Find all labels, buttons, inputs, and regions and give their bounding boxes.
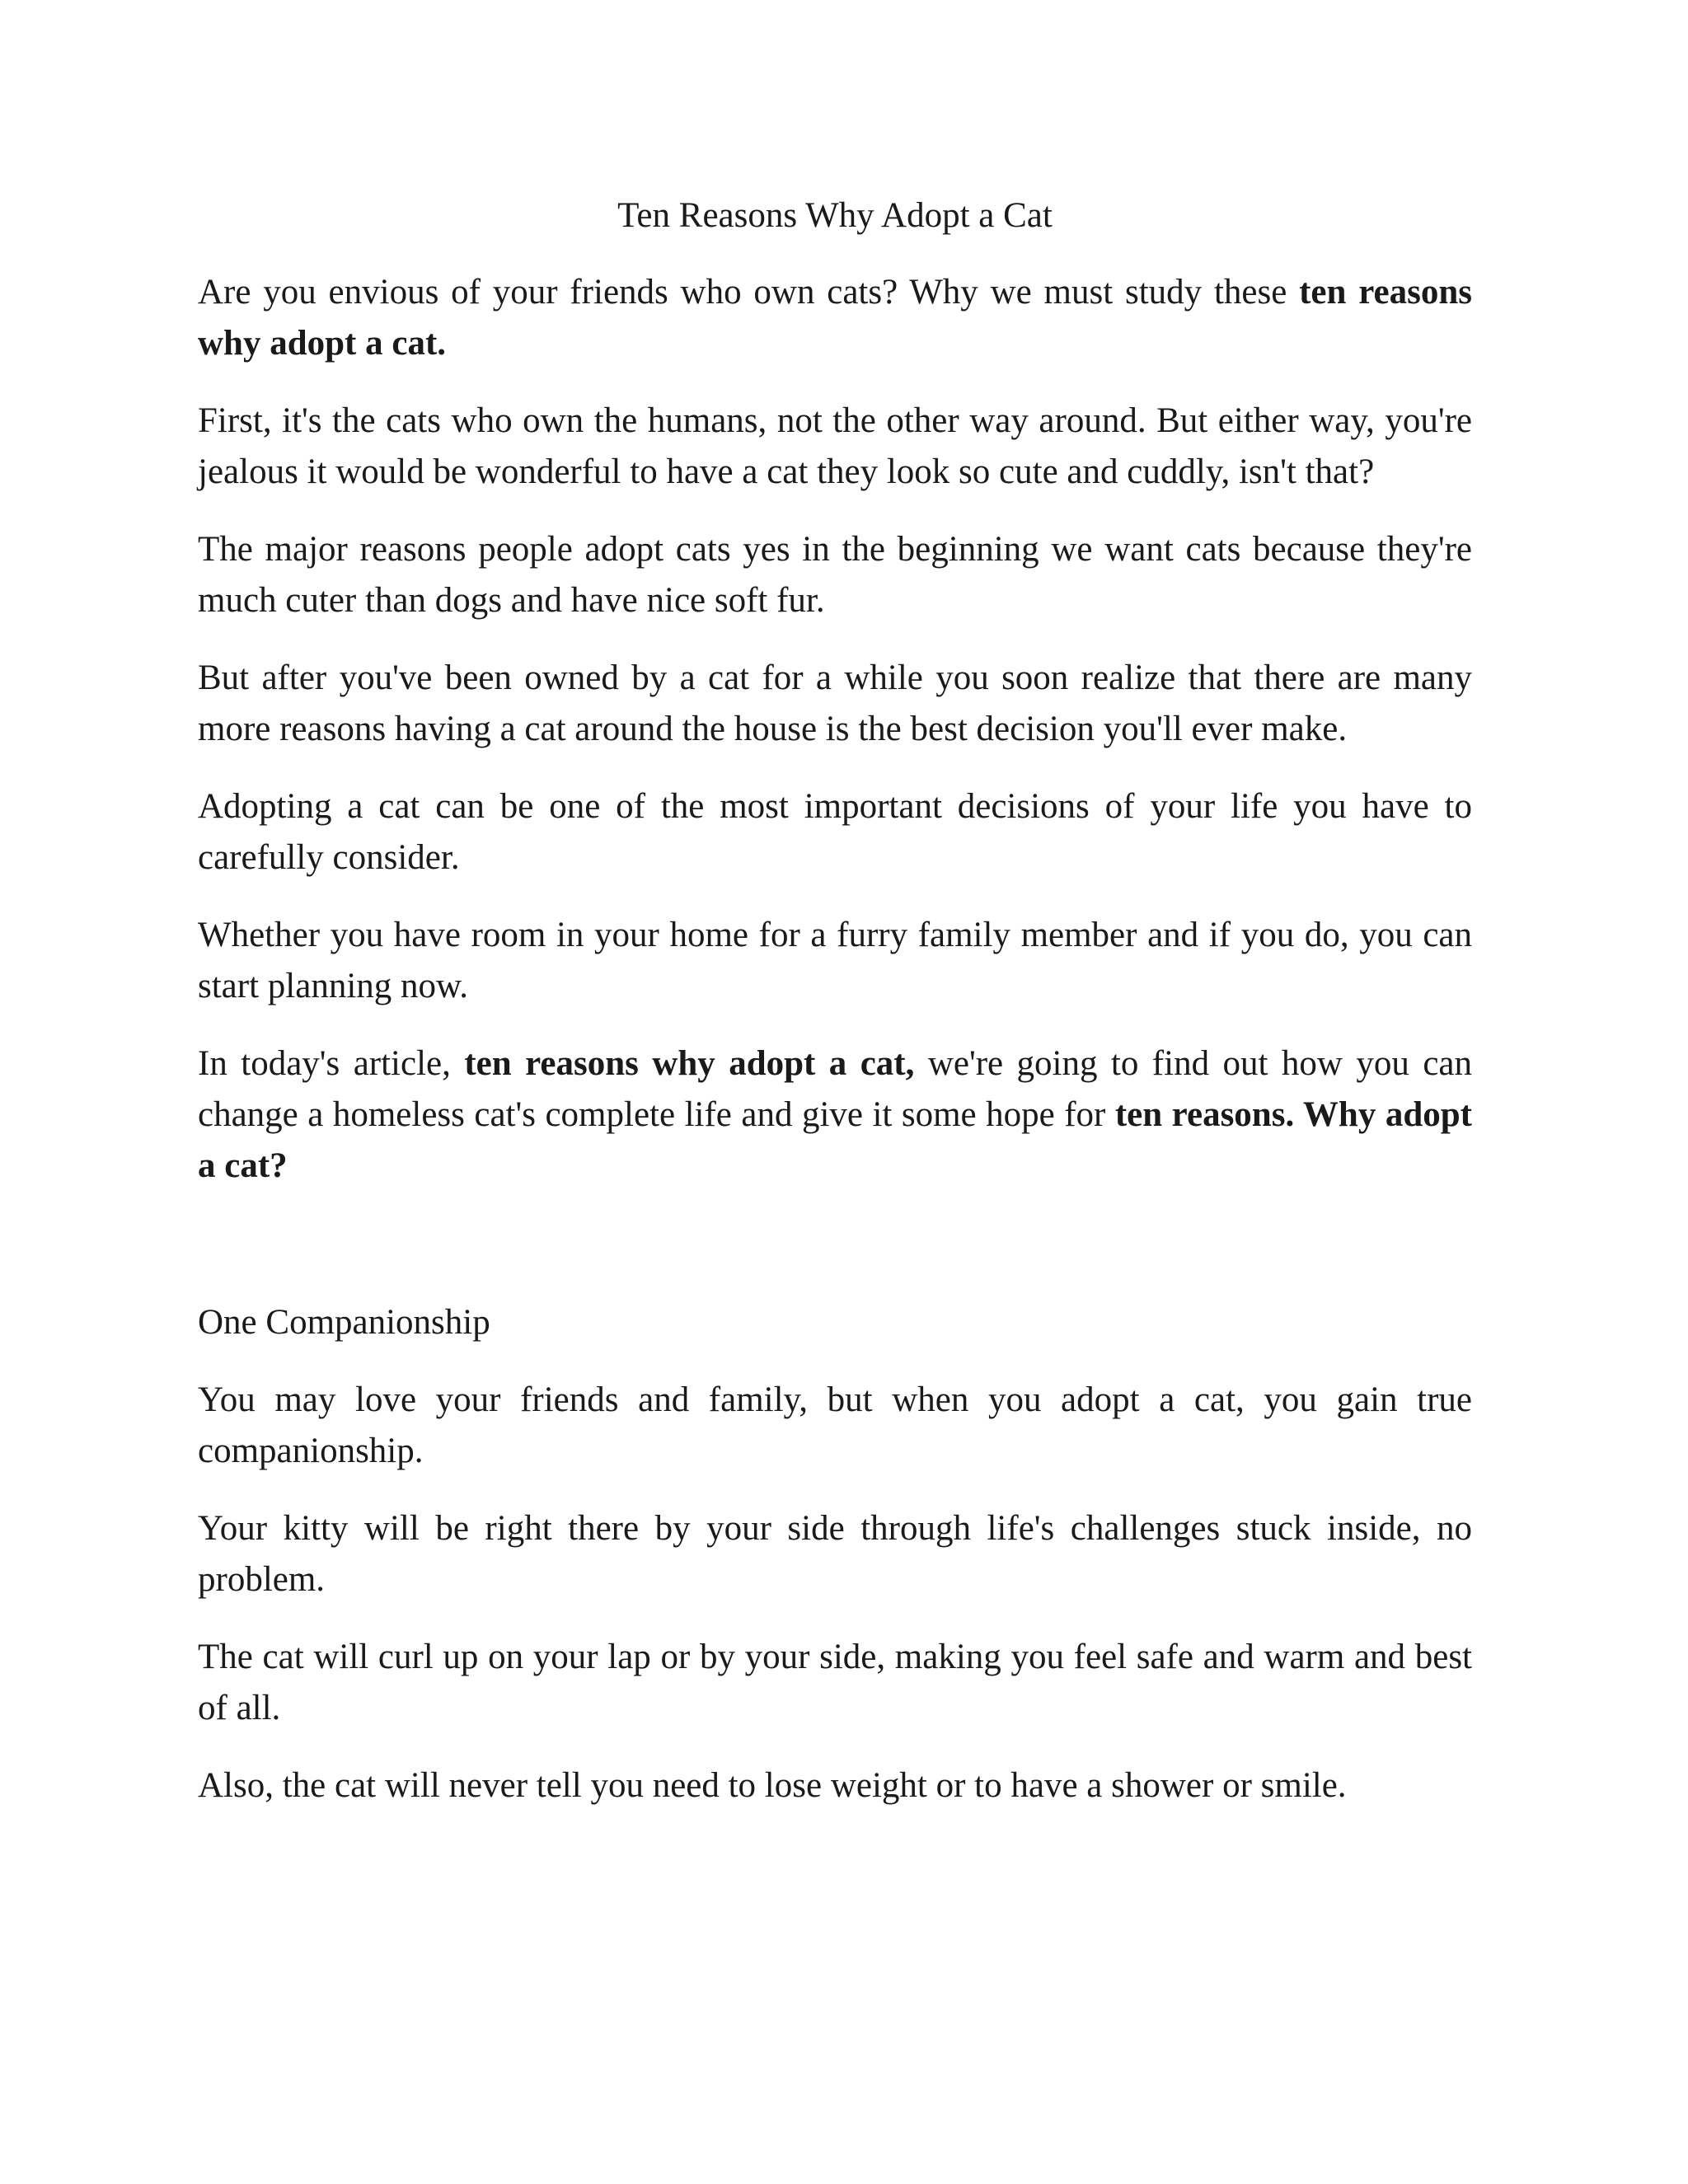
- intro-p7-bold-2: ten reasons. Why adopt a cat?: [198, 1095, 1472, 1185]
- intro-paragraph-1: [198, 267, 1472, 369]
- document-body: [198, 191, 1472, 1838]
- intro-paragraph-6: Whether you have room in your home for a furry family member and if you do, you can start planning now.: [198, 916, 1472, 1005]
- section-gap: [198, 1218, 1472, 1297]
- intro-p7-text-b: we're going to find out how you can change a homeless cat's complete life and give it some hope for: [198, 1044, 1472, 1134]
- section1-paragraph-2: Your kitty will be right there by your side through life's challenges stuck inside, no problem.: [198, 1509, 1472, 1599]
- intro-p7-bold-1: ten reasons why adopt a cat,: [464, 1044, 915, 1083]
- section1-paragraph-3: The cat will curl up on your lap or by your side, making you feel safe and warm and best of all.: [198, 1638, 1472, 1727]
- intro-p1-text: Are you envious of your friends who own cats? Why we must study these: [198, 273, 1300, 312]
- section1-paragraph-1: You may love your friends and family, but when you adopt a cat, you gain true companionship.: [198, 1380, 1472, 1470]
- section1-paragraph-4: Also, the cat will never tell you need to lose weight or to have a shower or smile.: [198, 1766, 1347, 1805]
- intro-p7-text-a: In today's article,: [198, 1044, 465, 1083]
- intro-paragraph-7: [198, 1038, 1472, 1192]
- intro-paragraph-5: Adopting a cat can be one of the most important decisions of your life you have to carefully consider.: [198, 787, 1472, 877]
- intro-p1-bold: ten reasons why adopt a cat.: [198, 273, 1472, 363]
- intro-paragraph-3: The major reasons people adopt cats yes in the beginning we want cats because they're much cuter than dogs and have nice soft fur.: [198, 530, 1472, 620]
- intro-paragraph-2: First, it's the cats who own the humans, not the other way around. But either way, you're jealous it would be wonderful to have a cat they look so cute and cuddly, isn't that?: [198, 401, 1472, 491]
- section-heading-companionship: One Companionship: [198, 1303, 490, 1342]
- intro-paragraph-4: But after you've been owned by a cat for a while you soon realize that there are many more reasons having a cat around the house is the best decision you'll ever make.: [198, 658, 1472, 748]
- document-title: Ten Reasons Why Adopt a Cat: [617, 196, 1053, 235]
